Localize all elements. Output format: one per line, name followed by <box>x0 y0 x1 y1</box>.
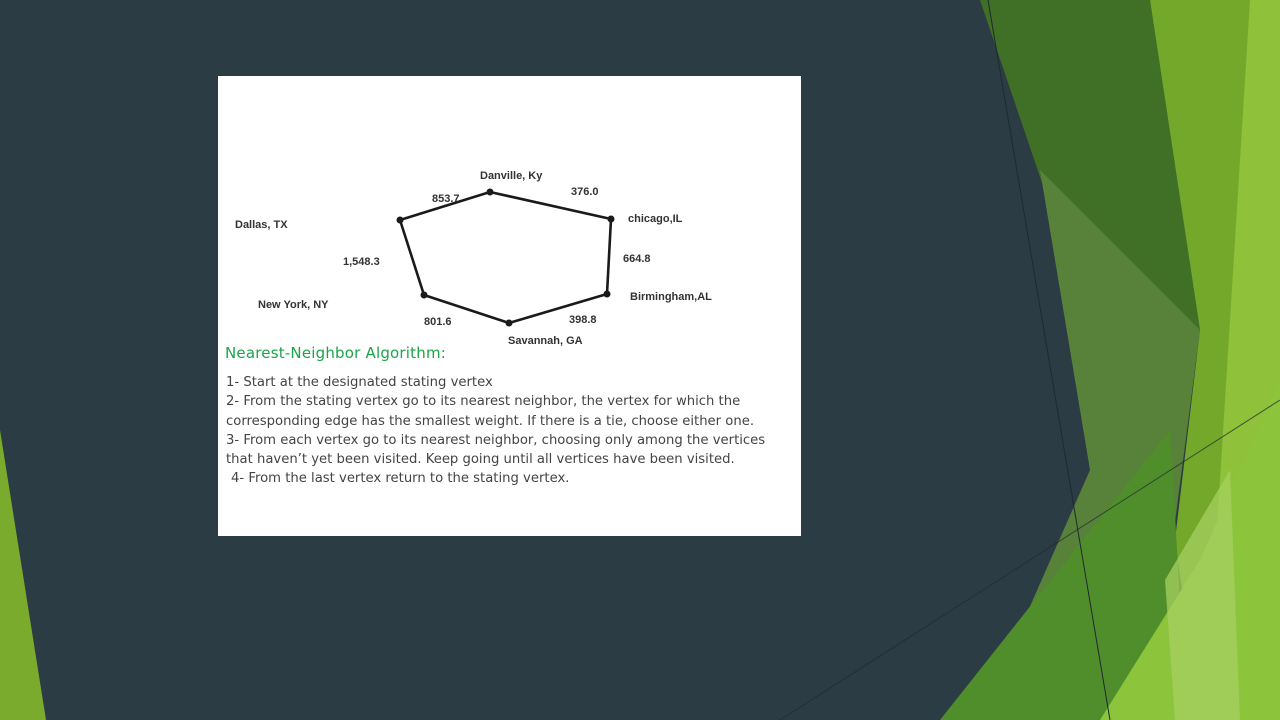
step-line: 3- From each vertex go to its nearest neighbor, choosing only among the vertices <box>226 432 766 448</box>
label-birmingham: Birmingham,AL <box>630 291 712 303</box>
weight-savannah-birmingham: 398.8 <box>569 314 597 326</box>
content-card <box>218 76 801 536</box>
weight-chicago-birmingham: 664.8 <box>623 253 651 265</box>
vertex-newyork <box>421 292 428 299</box>
vertex-birmingham <box>604 291 611 298</box>
weight-dallas-newyork: 1,548.3 <box>343 256 380 268</box>
label-dallas: Dallas, TX <box>235 219 288 231</box>
graph-vertices <box>397 189 615 327</box>
algorithm-title: Nearest-Neighbor Algorithm: <box>225 344 447 362</box>
vertex-savannah <box>506 320 513 327</box>
step-line: that haven’t yet been visited. Keep going until all vertices have been visited. <box>226 452 735 468</box>
weight-dallas-danville: 853.7 <box>432 193 460 205</box>
step-line: 2- From the stating vertex go to its nearest neighbor, the vertex for which the <box>226 394 741 410</box>
label-danville: Danville, Ky <box>480 170 543 182</box>
step-line: 4- From the last vertex return to the stating vertex. <box>231 471 570 487</box>
edge-newyork-dallas <box>400 220 424 295</box>
label-chicago: chicago,IL <box>628 213 683 225</box>
vertex-danville <box>487 189 494 196</box>
weight-danville-chicago: 376.0 <box>571 186 599 198</box>
vertex-dallas <box>397 217 404 224</box>
left-green-facet <box>0 430 46 720</box>
weight-newyork-savannah: 801.6 <box>424 316 452 328</box>
graph-edges <box>400 192 611 323</box>
algorithm-steps <box>226 373 801 489</box>
graph-diagram <box>218 76 801 346</box>
vertex-chicago <box>608 216 615 223</box>
step-line: corresponding edge has the smallest weight. If there is a tie, choose either one. <box>226 413 755 429</box>
step-line: 1- Start at the designated stating vertex <box>226 375 493 390</box>
label-savannah: Savannah, GA <box>508 335 583 346</box>
edge-chicago-birmingham <box>607 219 611 294</box>
label-newyork: New York, NY <box>258 299 329 311</box>
